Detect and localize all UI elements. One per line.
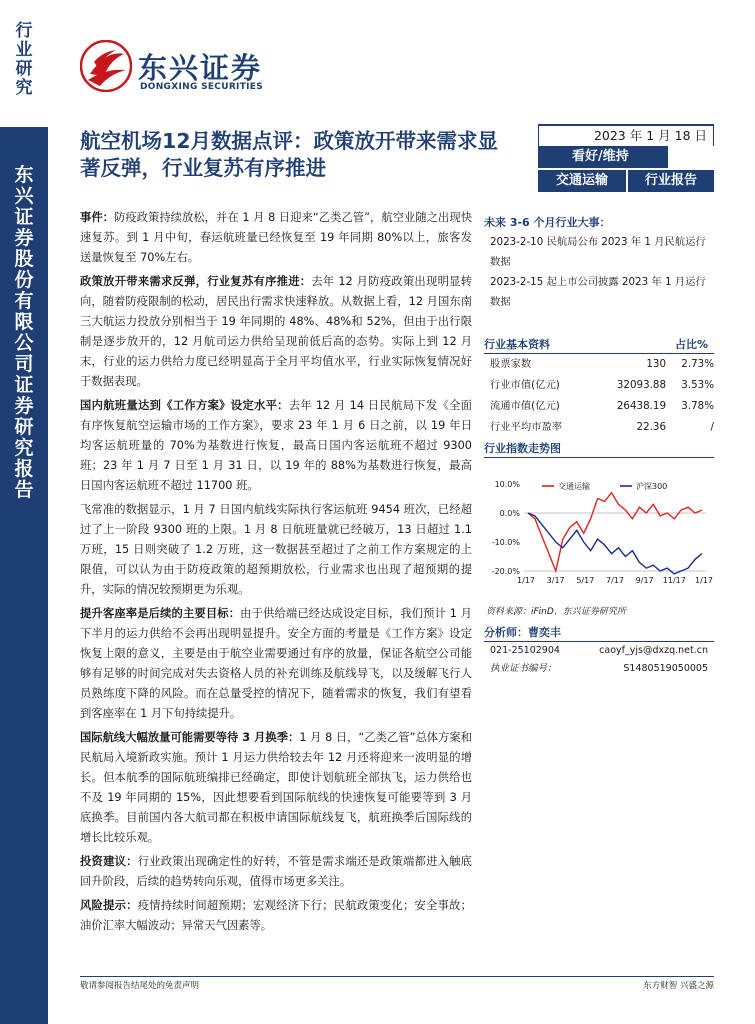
x-tick-label: 1/17: [695, 576, 713, 585]
stat-pct: 3.78%: [681, 400, 714, 412]
paragraph-text: 去年 12 月 14 日民航局下发《全面有序恢复航空运输市场的工作方案》，要求 23 年 1 月 6 日之前，以 19 年日均客运航班量的 70%为基数进行恢复，最高日国内客运航班不超过 9300 班；23 年 1 月 7 日至 1 月 31 日，以 19 年的 88%为基数进行恢复，最高日国内客运航班不超过 11700 班。: [80, 399, 472, 492]
paragraph-text: 飞常准的数据显示，1 月 7 日国内航线实际执行客运航班 9454 班次，已经超过了上一阶段 9300 班的上限。1 月 8 日航班量就已经破万，13 日超过 1.1 万班，15 日则突破了 1.2 万班，这一数据甚至超过了之前工作方案规定的上限值，可以认为由于防疫政策的超预期放松，行业需求也出现了超预期的提升，实际的情况较预期更为乐观。: [80, 503, 472, 596]
x-tick-label: 11/17: [662, 576, 686, 585]
paragraph-policy: [80, 272, 472, 392]
series-line-transport: [528, 493, 702, 571]
vertical-char: 研: [15, 59, 33, 79]
industry-tag: 交通运输: [538, 170, 626, 192]
series-line-csi300: [528, 513, 702, 574]
stat-value: 22.36: [636, 421, 666, 433]
x-tick-label: 9/17: [635, 576, 654, 585]
event-line: 数据: [490, 256, 511, 268]
paragraph-load-factor: [80, 604, 472, 724]
stat-row: [484, 354, 714, 375]
company-name-vertical: [0, 127, 48, 1024]
y-tick-label: -20.0%: [491, 567, 520, 576]
paragraph-lead: 国际航线大幅放量可能需要等待 3 月换季：: [80, 731, 300, 744]
vertical-char: 股: [14, 248, 34, 270]
event-line: 2023-2-15 起上市公司披露 2023 年 1 月运行: [490, 276, 706, 288]
y-tick-label: -10.0%: [491, 538, 520, 547]
vertical-char: 东: [14, 164, 34, 186]
paragraph-lead: 提升客座率是后续的主要目标：: [80, 607, 241, 620]
stats-heading-label: 行业基本资料: [484, 338, 550, 351]
paragraph-text: 去年 12 月防疫政策出现明显转向，随着防疫限制的松动，居民出行需求快速释放。从数据上看，12 月国东南三大航运力投放分别相当于 19 年同期的 48%、48%和 52%，但由于出行限制是逐步放开的，12 月航司运力供给呈现前低后高的态势。实际上到 12 月末，行业的运力供给力度已经明显高于全月平均值水平，行业实际恢复情况好于数据表现。: [80, 275, 472, 388]
legend-label: 交通运输: [558, 482, 590, 491]
stat-label: 股票家数: [490, 358, 532, 370]
legend-label: 沪深300: [636, 482, 668, 491]
report-type-tag: 行业报告: [628, 170, 714, 192]
vertical-char: 公: [14, 332, 34, 354]
vertical-char: 司: [14, 353, 34, 375]
y-tick-label: 0.0%: [499, 509, 520, 518]
vertical-char: 份: [14, 269, 34, 291]
stat-value: 32093.88: [616, 379, 666, 391]
stat-value: 26438.19: [616, 400, 666, 412]
line-chart-svg: [484, 438, 714, 598]
main-text-column: [80, 208, 472, 940]
stat-row: [484, 417, 714, 438]
x-tick-label: 5/17: [576, 576, 595, 585]
stat-label: 行业平均市盈率: [490, 421, 563, 433]
x-tick-label: 3/17: [546, 576, 565, 585]
stat-pct: 3.53%: [681, 379, 714, 391]
paragraph-risk: [80, 896, 472, 936]
dongxing-logo-icon: [80, 40, 132, 92]
stat-label: 行业市值(亿元): [490, 379, 560, 391]
stat-pct: 2.73%: [681, 358, 714, 370]
vertical-char: 报: [14, 458, 34, 480]
y-tick-label: 10.0%: [494, 480, 520, 489]
paragraph-data: [80, 500, 472, 600]
paragraph-text: 行业政策出现确定性的好转，不管是需求端还是政策端都进入触底回升阶段，后续的趋势转向乐观，值得市场更多关注。: [80, 855, 472, 888]
vertical-char: 证: [14, 206, 34, 228]
paragraph-international: [80, 728, 472, 848]
stat-value: 130: [646, 358, 666, 370]
x-tick-label: 7/17: [606, 576, 624, 585]
paragraph-text: 疫情持续时间超预期；宏观经济下行；民航政策变化；安全事故；油价汇率大幅波动；异常天气因素等。: [80, 899, 472, 932]
analyst-cert: [484, 660, 714, 678]
stat-row: [484, 375, 714, 396]
analyst-box: [484, 624, 714, 678]
analyst-contact: [484, 642, 714, 660]
vertical-char: 行: [15, 21, 33, 41]
stat-pct: /: [710, 421, 714, 433]
analyst-email: caoyf_yjs@dxzq.net.cn: [599, 645, 708, 656]
rating-badge: 看好/维持: [538, 146, 668, 168]
footer-slogan: 东方财智 兴盛之源: [643, 981, 714, 991]
cert-label: 执业证书编号：: [490, 663, 557, 674]
report-date: 2023 年 1 月 18 日: [538, 124, 714, 146]
vertical-char: 究: [15, 78, 33, 98]
trend-heading-label: 行业指数走势图: [484, 442, 561, 455]
x-tick-label: 1/17: [517, 576, 535, 585]
vertical-char: 研: [14, 416, 34, 438]
report-category-vertical: [0, 0, 48, 125]
paragraph-lead: 政策放开带来需求反弹，行业复苏有序推进：: [80, 275, 312, 288]
stats-heading: [484, 336, 714, 354]
paragraph-text: 防疫政策持续放松，并在 1 月 8 日迎来“乙类乙管”，航空业随之出现快速复苏。到 1 月中旬，春运航班量已经恢复至 19 年同期 80%以上，旅客发送量恢复至 70%左右。: [80, 211, 472, 264]
disclaimer-note: 敬请参阅报告结尾处的免责声明: [80, 981, 200, 991]
cert-number: S1480519050005: [623, 663, 708, 674]
source-note: 资料来源：iFinD、东兴证券研究所: [486, 607, 626, 617]
paragraph-investment: [80, 852, 472, 892]
stat-label: 流通市值(亿元): [490, 400, 560, 412]
vertical-char: 券: [14, 227, 34, 249]
paragraph-lead: 投资建议：: [80, 855, 138, 868]
paragraph-lead: 风险提示：: [80, 899, 138, 912]
paragraph-flights: [80, 396, 472, 496]
vertical-char: 告: [14, 479, 34, 501]
right-column: [484, 214, 714, 458]
logo-english-name: DONGXING SECURITIES: [140, 82, 264, 92]
vertical-char: 券: [14, 395, 34, 417]
event-line: 数据: [490, 296, 511, 308]
page-footer: [80, 976, 714, 991]
stats-heading-pct: 占比%: [674, 338, 708, 351]
logo-chinese-name: 东兴证券: [138, 51, 263, 85]
analyst-heading: 分析师：曹奕丰: [484, 624, 714, 642]
events-heading: 未来 3-6 个月行业大事：: [484, 216, 611, 229]
company-logo: [80, 40, 280, 100]
stat-row: [484, 396, 714, 417]
analyst-phone: 021-25102904: [490, 645, 560, 656]
report-info-box: [538, 124, 714, 190]
vertical-char: 限: [14, 311, 34, 333]
vertical-char: 证: [14, 374, 34, 396]
side-band: [0, 0, 48, 1024]
vertical-char: 业: [15, 40, 33, 60]
vertical-char: 兴: [14, 185, 34, 207]
paragraph-lead: 国内航班量达到《工作方案》设定水平：: [80, 399, 289, 412]
paragraph-lead: 事件：: [80, 211, 115, 224]
industry-stats: [484, 336, 714, 438]
event-line: 2023-2-10 民航局公布 2023 年 1 月民航运行: [490, 236, 706, 248]
paragraph-event: [80, 208, 472, 268]
events-list: [484, 232, 714, 312]
index-trend-chart: [484, 438, 714, 598]
vertical-char: 究: [14, 437, 34, 459]
report-title: 航空机场12月数据点评：政策放开带来需求显著反弹，行业复苏有序推进: [80, 129, 499, 180]
paragraph-text: 1 月 8 日，“乙类乙管”总体方案和民航局入境新政实施。预计 1 月运力供给较去年 12 月还将迎来一波明显的增长。但本航季的国际航班编排已经确定，即使计划航班全部执飞，运力供给也不及 19 年同期的 15%，因此想要看到国际航线的快速恢复可能要等到 3 月底换季。目前国内各大航司都在积极申请国际航线复飞，航班换季后国际线的增长比较乐观。: [80, 731, 472, 844]
vertical-char: 有: [14, 290, 34, 312]
paragraph-text: 由于供给端已经达成设定目标，我们预计 1 月下半月的运力供给不会再出现明显提升。安全方面的考量是《工作方案》设定恢复上限的意义，主要是由于航空业需要通过有序的放量，保证各航空公司能够有足够的时间完成对失去资格人员的补充训练及航线导飞，以及缓解飞行人员熟练度下降的风险。而在总量受控的情况下，随着需求的恢复，我们有望看到客座率在 1 月下旬持续提升。: [80, 607, 472, 720]
